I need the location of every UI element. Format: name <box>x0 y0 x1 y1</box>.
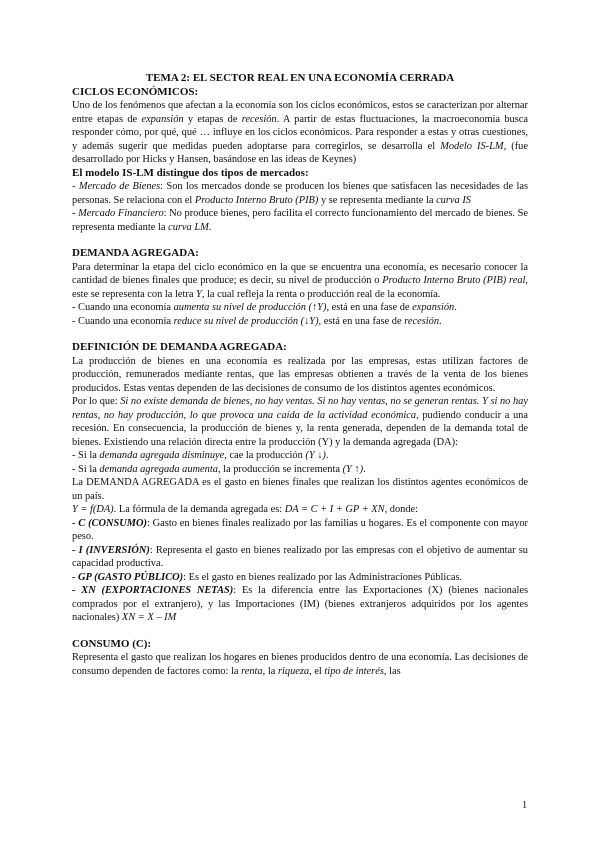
heading-consumo: CONSUMO (C): <box>72 637 152 650</box>
bullet-expansion: - Cuando una economía aumenta su nivel de producción (↑Y), está en una fase de expansión. <box>72 302 457 313</box>
bullet-mercado-bienes: - Mercado de Bienes: Son los mercados donde se producen los bienes que satisfacen las necesidades de las personas. Se relaciona con el Producto Interno Bruto (PIB) y se representa mediante la curva IS <box>72 181 529 206</box>
paragraph-ciclos-intro: Uno de los fenómenos que afectan a la economía son los ciclos económicos, estos se caracterizan por alternar entre etapas de expansión y etapas de recesión. A partir de estas fluctuaciones, la macroeconomía busca responder cómo, por qué, qué … influye en los ciclos económicos. Para responder a estas y otras cuestiones, y además sugerir que medidas pueden adoptarse para corregirlos, se desarrolla el Modelo IS-LM, (fue desarrollado por Hicks y Hansen, basándose en las ideas de Keynes) <box>72 100 529 165</box>
item-inversion: - I (INVERSIÓN): Representa el gasto en bienes realizado por las empresas con el objetivo de aumentar su capacidad productiva. <box>72 544 528 569</box>
item-gasto-publico: - GP (GASTO PÚBLICO): Es el gasto en bienes realizado por las Administraciones Públicas. <box>72 571 463 583</box>
subheading-mercados: El modelo IS-LM distingue dos tipos de mercados: <box>72 166 309 179</box>
item-consumo: - C (CONSUMO): Gasto en bienes finales realizado por las familias u hogares. Es el componente con mayor peso. <box>72 517 528 542</box>
paragraph-definicion-2: Por lo que: Si no existe demanda de bienes, no hay ventas. Si no hay ventas, no se generan rentas. Y si no hay rentas, no hay producción, lo que provoca una caída de la actividad económica, pudiendo conducir a una recesión. En consecuencia, la producción de bienes y, la renta generada, dependen de la demanda total de bienes. Existiendo una relación directa entre la producción (Y) y la demanda agregada (DA): <box>72 396 528 448</box>
heading-demanda: DEMANDA AGREGADA: <box>72 247 199 259</box>
paragraph-consumo: Representa el gasto que realizan los hogares en bienes producidos dentro de una economía. Las decisiones de consumo dependen de factores como: la renta, la riqueza, el tipo de interés, las <box>72 652 528 677</box>
heading-ciclos: CICLOS ECONÓMICOS: <box>72 85 199 98</box>
heading-definicion: DEFINICIÓN DE DEMANDA AGREGADA: <box>72 341 287 353</box>
bullet-recesion: - Cuando una economía reduce su nivel de producción (↓Y), está en una fase de recesión. <box>72 315 442 327</box>
bullet-da-aumenta: - Si la demanda agregada aumenta, la producción se incrementa (Y ↑). <box>72 463 366 475</box>
paragraph-definicion-3: La DEMANDA AGREGADA es el gasto en bienes finales que realizan los distintos agentes económicos de un país. <box>72 477 528 502</box>
document-title: TEMA 2: EL SECTOR REAL EN UNA ECONOMÍA CERRADA <box>145 72 455 84</box>
bullet-mercado-financiero: - Mercado Financiero: No produce bienes, pero facilita el correcto funcionamiento del mercado de bienes. Se representa mediante la curva LM. <box>72 208 528 233</box>
paragraph-demanda-intro: Para determinar la etapa del ciclo económico en la que se encuentra una economía, es necesario conocer la cantidad de bienes finales que produce; es decir, su nivel de producción o Producto Interno Bruto (PIB) real, este se representa con la letra Y, la cual refleja la renta o producción real de la economía. <box>72 261 529 300</box>
paragraph-definicion-1: La producción de bienes en una economía es realizada por las empresas, estas utilizan factores de producción, remunerados mediante rentas, que las empresas obtienen a través de la venta de los bienes producidos. Estas ventas dependen de las decisiones de consumo de los distintos agentes económicos. <box>72 355 528 394</box>
formula-demanda-agregada: Y = f(DA). La fórmula de la demanda agregada es: DA = C + I + GP + XN, donde: <box>72 504 419 515</box>
item-exportaciones-netas: - XN (EXPORTACIONES NETAS): Es la diferencia entre las Exportaciones (X) (bienes nacionales comprados por el extranjero), y las Importaciones (IM) (bienes extranjeros adquiridos por los agentes nacionales) XN = X – IM <box>72 585 529 623</box>
page-content <box>72 72 528 678</box>
page-number: 1 <box>522 800 528 811</box>
bullet-da-disminuye: - Si la demanda agregada disminuye, cae la producción (Y ↓). <box>72 450 329 461</box>
